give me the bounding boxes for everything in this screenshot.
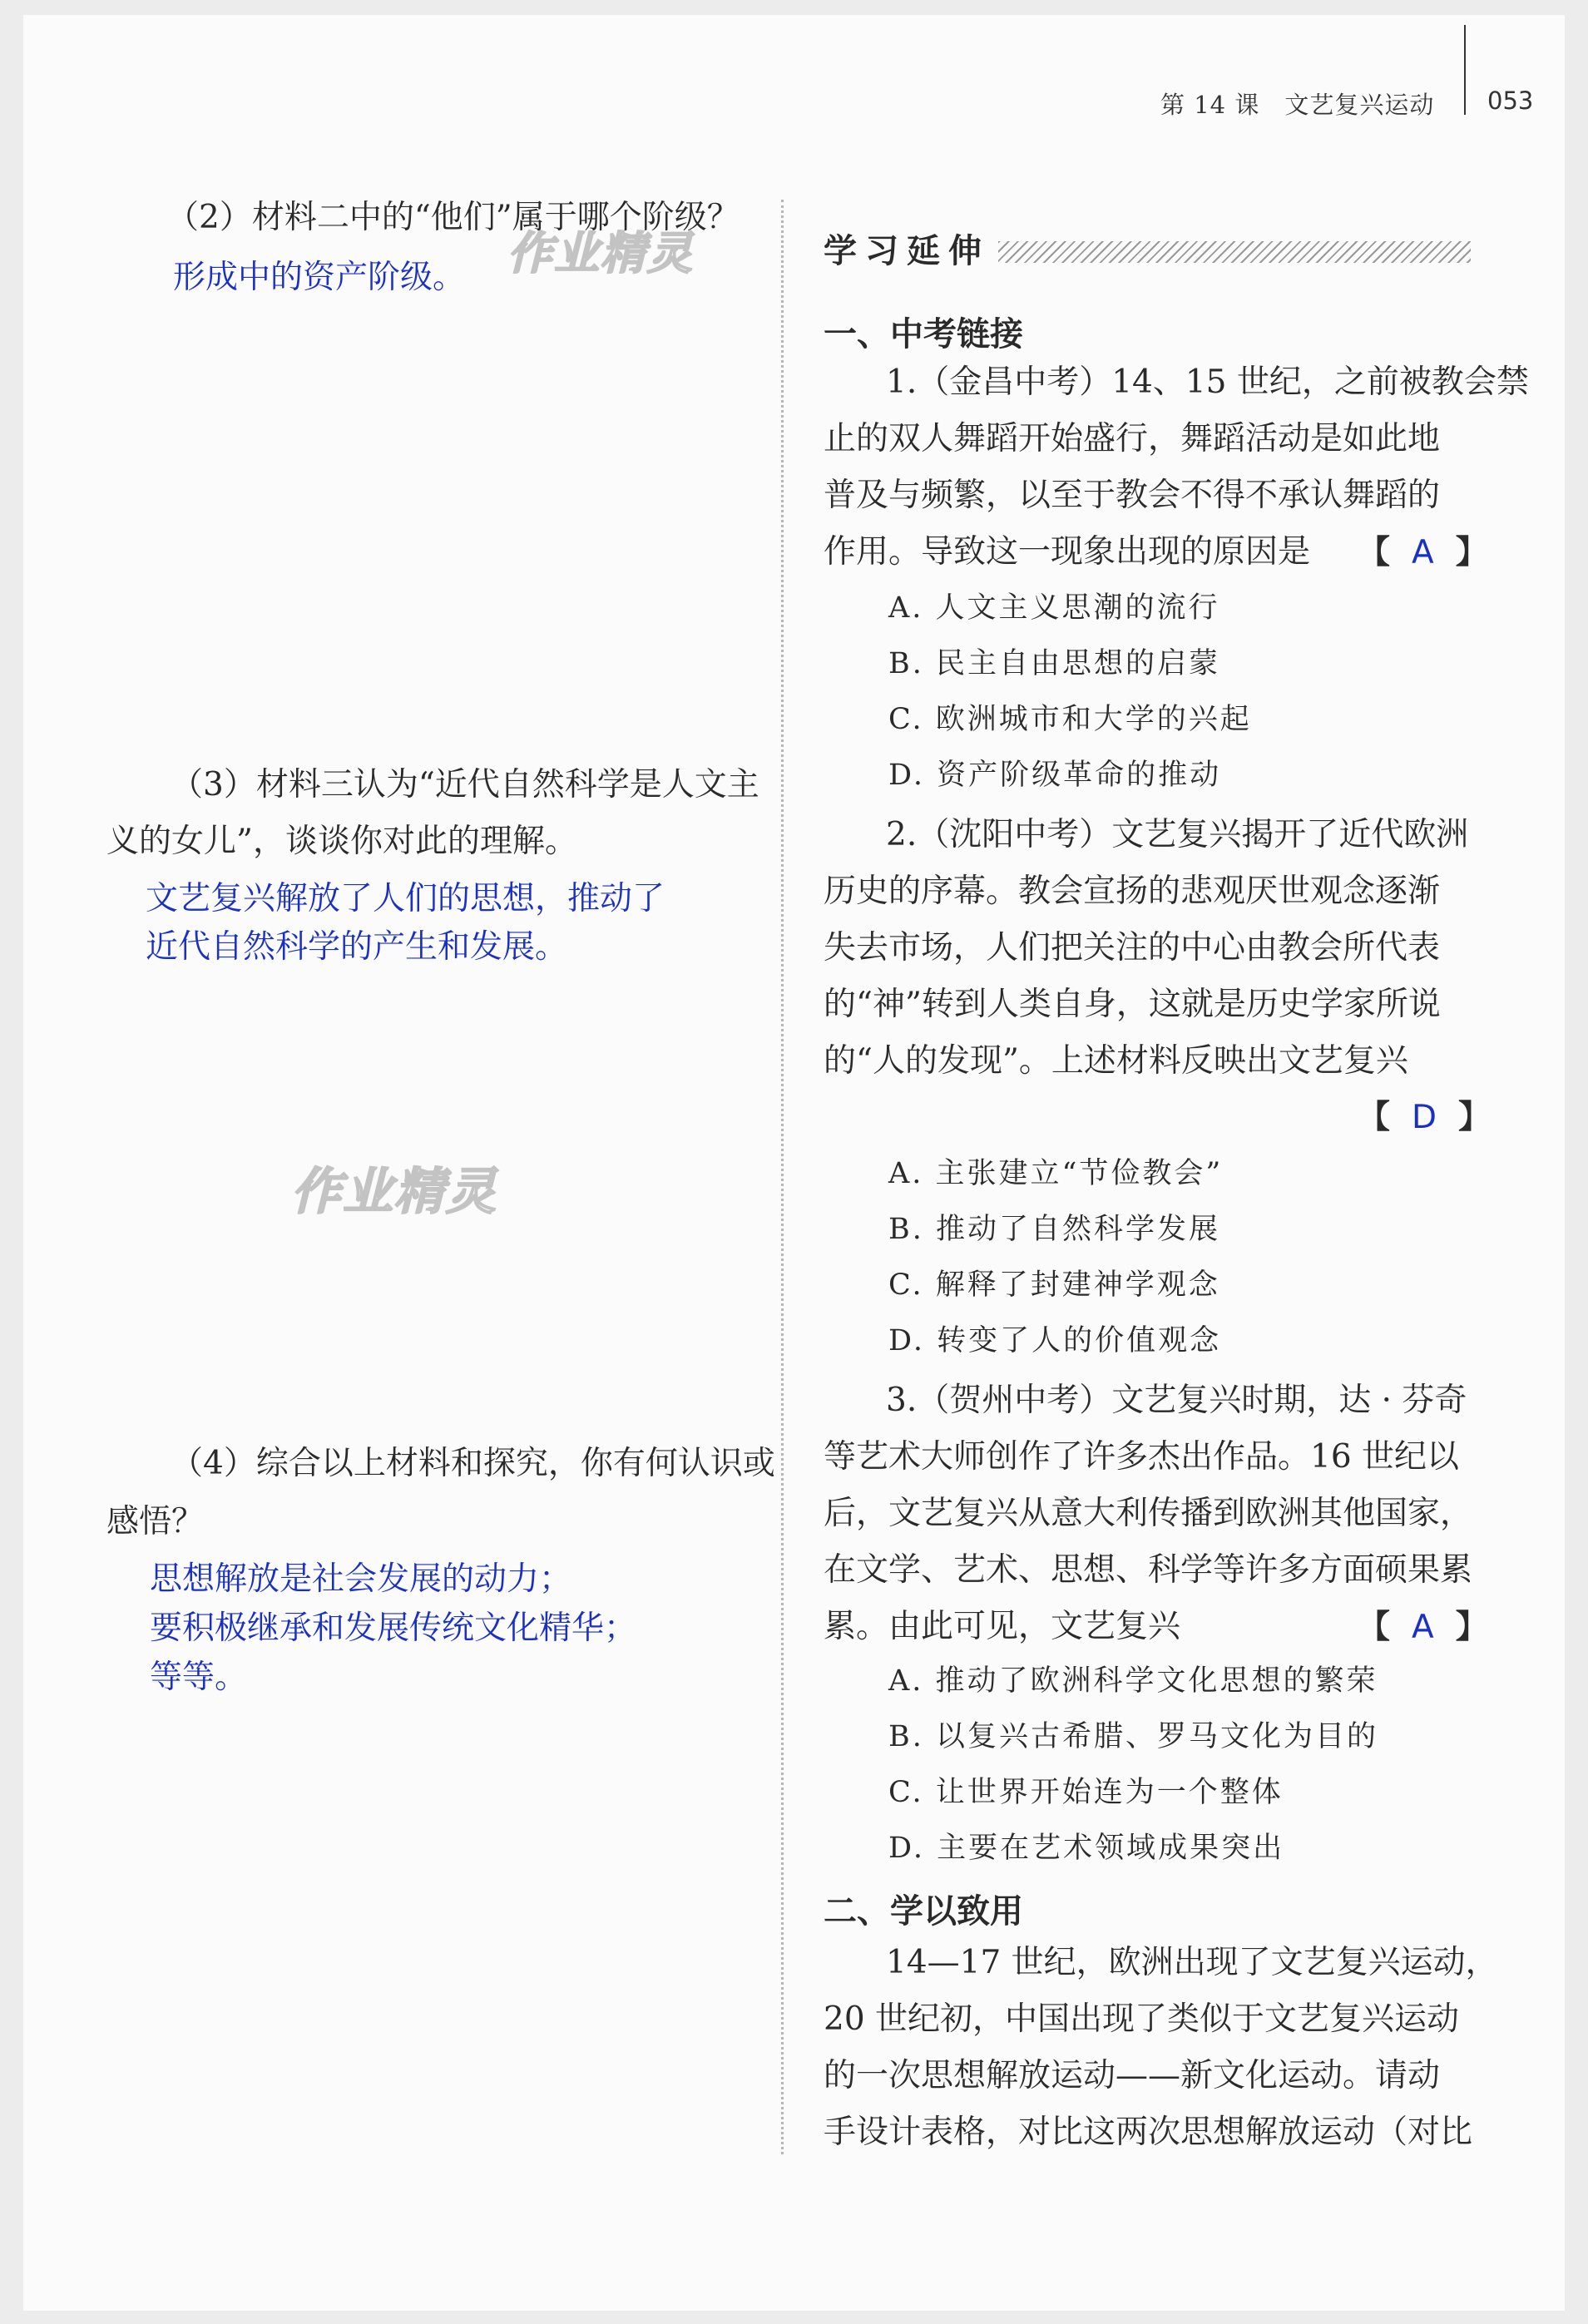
r-q3-line3: 后，文艺复兴从意大利传播到欧洲其他国家， bbox=[824, 1495, 1473, 1532]
page-number: 053 bbox=[1487, 87, 1534, 115]
r-q2-answer-bracket bbox=[1358, 1095, 1491, 1140]
section-title-hatch bbox=[998, 241, 1471, 263]
r-q2-line3: 失去市场，人们把关注的中心由教会所代表 bbox=[824, 929, 1441, 967]
q3-question-line1: （3）材料三认为“近代自然科学是人文主 bbox=[171, 766, 759, 804]
bracket-close: 】 bbox=[1455, 1608, 1488, 1646]
part2-line1: 14—17 世纪，欧洲出现了文艺复兴运动， bbox=[886, 1944, 1498, 1981]
r-q1-answer: A bbox=[1412, 534, 1434, 571]
r-q2-option-a: A. 主张建立“节俭教会” bbox=[888, 1157, 1224, 1190]
r-q3-option-d: D. 主要在艺术领域成果突出 bbox=[888, 1832, 1285, 1865]
r-q2-line4: 的“神”转到人类自身，这就是历史学家所说 bbox=[824, 986, 1441, 1023]
part2-title: 二、学以致用 bbox=[824, 1892, 1023, 1931]
part2-line3: 的一次思想解放运动——新文化运动。请动 bbox=[824, 2057, 1441, 2094]
q3-answer-line1: 文艺复兴解放了人们的思想，推动了 bbox=[146, 880, 665, 917]
r-q1-answer-bracket bbox=[1358, 531, 1488, 575]
r-q3-line5: 累。由此可见，文艺复兴 bbox=[824, 1608, 1181, 1645]
r-q1-option-c: C. 欧洲城市和大学的兴起 bbox=[888, 703, 1252, 736]
r-q1-line2: 止的双人舞蹈开始盛行，舞蹈活动是如此地 bbox=[824, 420, 1441, 457]
bracket-open: 【 bbox=[1358, 1098, 1391, 1136]
q4-question-line1: （4）综合以上材料和探究，你有何认识或 bbox=[171, 1445, 775, 1482]
r-q3-answer-bracket bbox=[1358, 1605, 1488, 1649]
section-title: 学习延伸 bbox=[824, 232, 990, 270]
part2-line2: 20 世纪初，中国出现了类似于文艺复兴运动 bbox=[824, 2000, 1460, 2038]
r-q3-line4: 在文学、艺术、思想、科学等许多方面硕果累 bbox=[824, 1551, 1473, 1589]
q2-question: （2）材料二中的“他们”属于哪个阶级？ bbox=[166, 199, 740, 236]
q2-answer: 形成中的资产阶级。 bbox=[173, 259, 466, 296]
r-q1-option-b: B. 民主自由思想的启蒙 bbox=[888, 647, 1220, 680]
q4-question-line2: 感悟？ bbox=[106, 1503, 205, 1540]
r-q2-line2: 历史的序幕。教会宣扬的悲观厌世观念逐渐 bbox=[824, 873, 1441, 910]
r-q2-option-b: B. 推动了自然科学发展 bbox=[888, 1213, 1220, 1246]
r-q2-option-d: D. 转变了人的价值观念 bbox=[888, 1324, 1222, 1357]
r-q3-option-b: B. 以复兴古希腊、罗马文化为目的 bbox=[888, 1720, 1378, 1753]
r-q2-line5: 的“人的发现”。上述材料反映出文艺复兴 bbox=[824, 1042, 1408, 1080]
q3-question-line2: 义的女儿”，谈谈你对此的理解。 bbox=[106, 823, 577, 860]
r-q1-line1: 1.（金昌中考）14、15 世纪，之前被教会禁 bbox=[886, 363, 1529, 401]
r-q3-line1: 3.（贺州中考）文艺复兴时期，达 · 芬奇 bbox=[886, 1382, 1467, 1419]
watermark-top: 作业精灵 bbox=[507, 227, 694, 279]
bracket-open: 【 bbox=[1358, 533, 1391, 571]
r-q2-line1: 2.（沈阳中考）文艺复兴揭开了近代欧洲 bbox=[886, 816, 1469, 853]
r-q1-option-a: A. 人文主义思潮的流行 bbox=[888, 591, 1220, 625]
q4-answer-line3: 等等。 bbox=[150, 1659, 248, 1696]
q4-answer-line1: 思想解放是社会发展的动力； bbox=[150, 1560, 572, 1598]
r-q3-option-a: A. 推动了欧洲科学文化思想的繁荣 bbox=[888, 1664, 1378, 1698]
watermark-middle: 作业精灵 bbox=[291, 1163, 497, 1221]
header-divider bbox=[1464, 25, 1466, 115]
lesson-header: 第 14 课 文艺复兴运动 bbox=[1160, 91, 1435, 119]
column-divider bbox=[781, 200, 784, 2154]
bracket-open: 【 bbox=[1358, 1608, 1391, 1646]
q3-answer-line2: 近代自然科学的产生和发展。 bbox=[146, 928, 568, 966]
r-q3-answer: A bbox=[1412, 1609, 1434, 1646]
part1-title: 一、中考链接 bbox=[824, 315, 1023, 354]
r-q3-option-c: C. 让世界开始连为一个整体 bbox=[888, 1776, 1284, 1809]
bracket-close: 】 bbox=[1455, 533, 1488, 571]
r-q2-option-c: C. 解释了封建神学观念 bbox=[888, 1268, 1220, 1302]
r-q2-answer: D bbox=[1412, 1099, 1437, 1136]
r-q1-line4: 作用。导致这一现象出现的原因是 bbox=[824, 533, 1311, 571]
bracket-close: 】 bbox=[1458, 1098, 1492, 1136]
r-q3-line2: 等艺术大师创作了许多杰出作品。16 世纪以 bbox=[824, 1438, 1460, 1476]
part2-line4: 手设计表格，对比这两次思想解放运动（对比 bbox=[824, 2114, 1473, 2151]
r-q1-line3: 普及与频繁，以至于教会不得不承认舞蹈的 bbox=[824, 477, 1441, 514]
q4-answer-line2: 要积极继承和发展传统文化精华； bbox=[150, 1609, 637, 1647]
r-q1-option-d: D. 资产阶级革命的推动 bbox=[888, 759, 1222, 792]
